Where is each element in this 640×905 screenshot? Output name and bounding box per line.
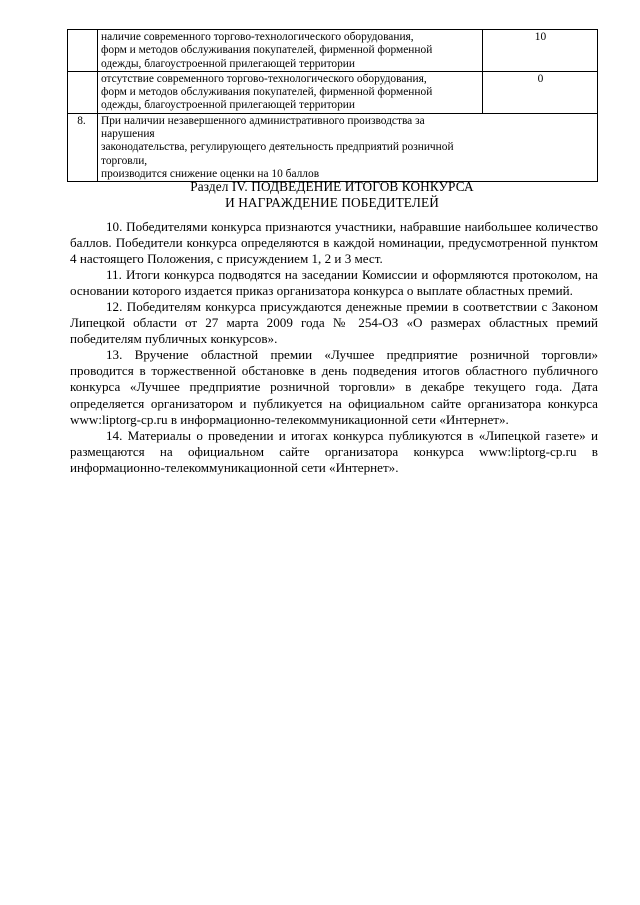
- section-heading: [67, 179, 597, 211]
- section-heading-line: И НАГРАЖДЕНИЕ ПОБЕДИТЕЛЕЙ: [225, 194, 439, 210]
- score-cell: [483, 113, 598, 181]
- criterion-text: [98, 71, 483, 113]
- criterion-text: [98, 30, 483, 72]
- row-number: [68, 30, 98, 72]
- paragraph: 11. Итоги конкурса подводятся на заседании Комиссии и оформляются протоколом, на основании которого издается приказ организатора конкурса о выплате областных премий.: [70, 267, 598, 299]
- score-cell: 10: [483, 30, 598, 72]
- score-cell: 0: [483, 71, 598, 113]
- criterion-text: [98, 113, 483, 181]
- paragraph: 10. Победителями конкурса признаются участники, набравшие наибольшее количество баллов. Победители конкурса определяются в каждой номинации, предусмотренной пунктом 4 настоящего Положения, с присуждением 1, 2 и 3 мест.: [70, 219, 598, 267]
- table-row: [68, 71, 598, 113]
- paragraph: 14. Материалы о проведении и итогах конкурса публикуются в «Липецкой газете» и размещаются на официальном сайте организатора конкурса www:liptorg-cp.ru в информационно-телекоммуникационной сети «Интернет».: [70, 427, 598, 475]
- criterion-text-content: отсутствие современного торгово-технологического оборудования, форм и методов обслуживания покупателей, фирменной форменной одежды, благоустроенной прилегающей территории: [101, 72, 433, 112]
- body-text: [70, 219, 598, 476]
- criterion-text-content: При наличии незавершенного административного производства за нарушения законодательства, регулирующего деятельность предприятий розничной торговли, производится снижение оценки на 10 баллов: [101, 114, 454, 180]
- paragraph: 13. Вручение областной премии «Лучшее предприятие розничной торговли» проводится в торжественной обстановке в день подведения итогов областного публичного конкурса «Лучшее предприятие розничной торговли» в декабре текущего года. Дата определяется организатором и публикуется на официальном сайте организатора конкурса www:liptorg-cp.ru в информационно-телекоммуникационной сети «Интернет».: [70, 347, 598, 427]
- section-heading-line: Раздел IV. ПОДВЕДЕНИЕ ИТОГОВ КОНКУРСА: [190, 179, 474, 194]
- criterion-text-content: наличие современного торгово-технологического оборудования, форм и методов обслуживания покупателей, фирменной форменной одежды, благоустроенной прилегающей территории: [101, 31, 433, 70]
- table-row: [68, 30, 598, 72]
- paragraph: 12. Победителям конкурса присуждаются денежные премии в соответствии с Законом Липецкой области от 27 марта 2009 года № 254-ОЗ «О размерах областных премий победителям публичных конкурсов».: [70, 299, 598, 347]
- row-number: [68, 71, 98, 113]
- table-row: [68, 113, 598, 181]
- criteria-table: [67, 29, 598, 182]
- row-number: 8.: [68, 113, 98, 181]
